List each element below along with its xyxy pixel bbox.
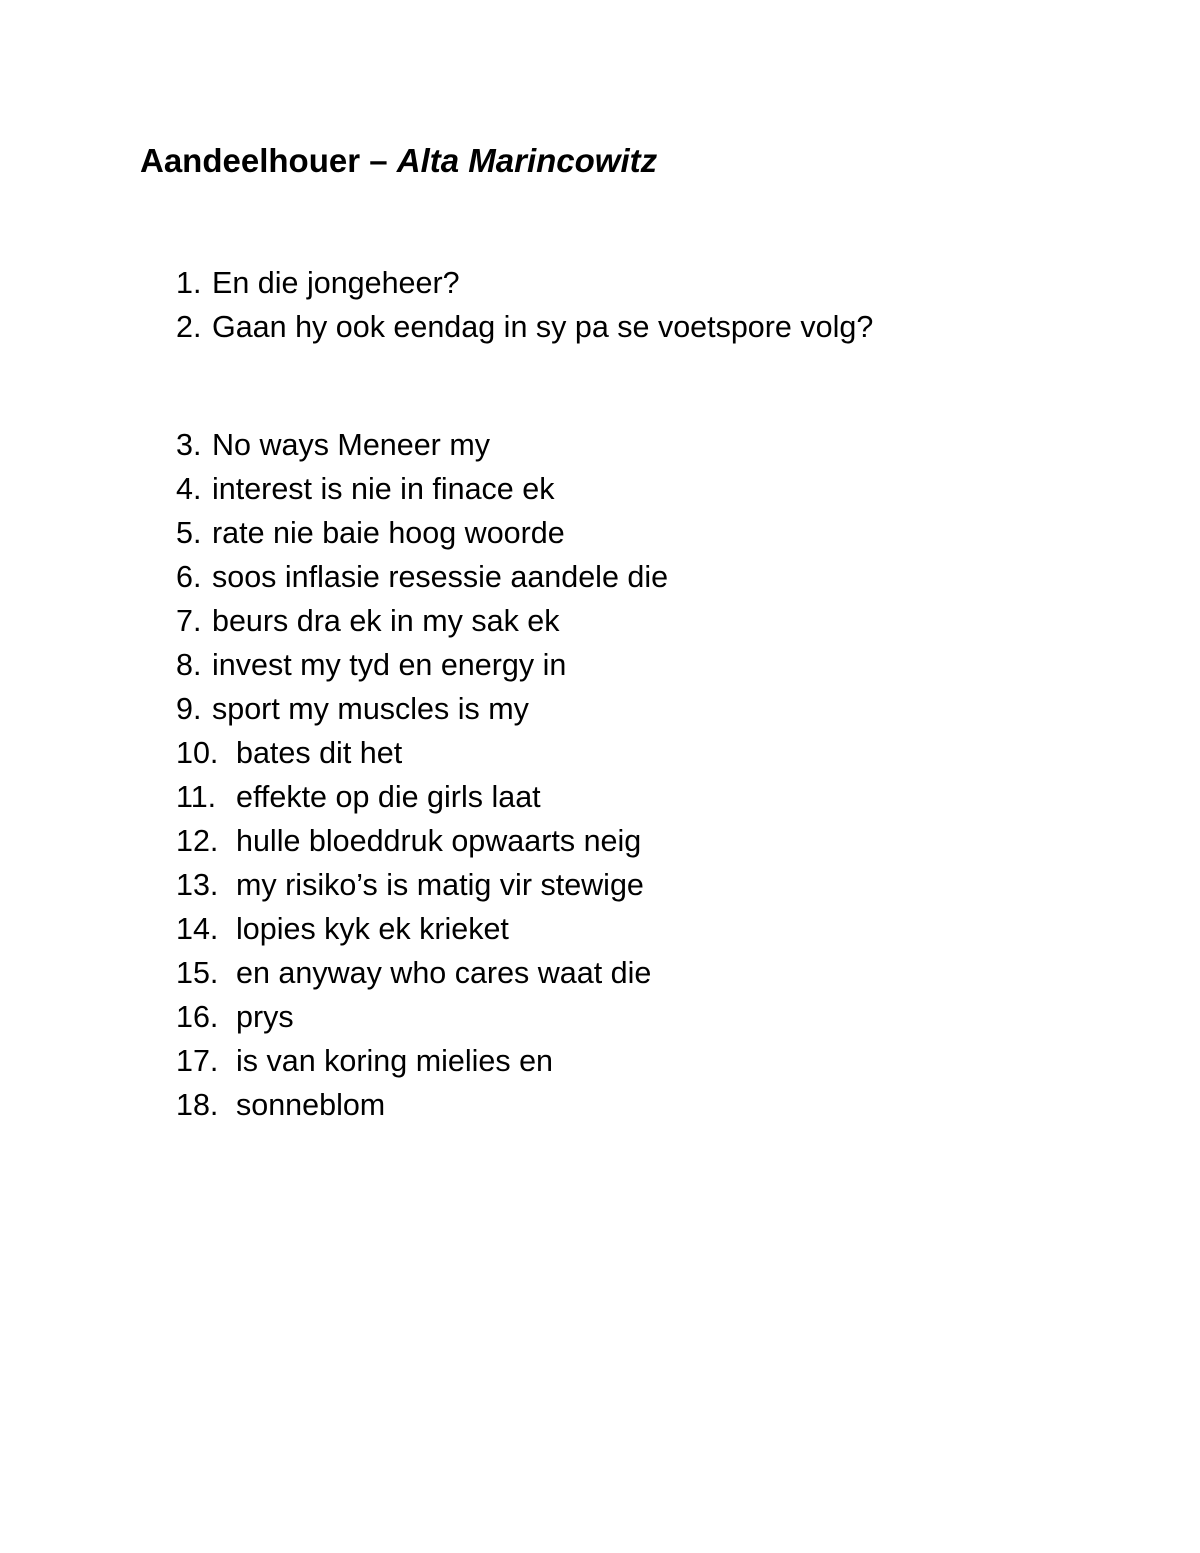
item-text: lopies kyk ek krieket: [236, 912, 509, 946]
title-text: Aandeelhouer –: [140, 142, 388, 179]
item-text: Gaan hy ook eendag in sy pa se voetspore volg?: [212, 310, 874, 344]
item-text: invest my tyd en energy in: [212, 648, 567, 682]
item-text: en anyway who cares waat die: [236, 956, 652, 990]
item-number: 8.: [176, 648, 202, 682]
item-number: 2.: [176, 310, 202, 344]
item-text: interest is nie in finace ek: [212, 472, 555, 506]
item-text: rate nie baie hoog woorde: [212, 516, 565, 550]
item-number: 3.: [176, 428, 202, 462]
item-text: En die jongeheer?: [212, 266, 460, 300]
item-number: 17.: [176, 1044, 219, 1078]
item-text: bates dit het: [236, 736, 403, 770]
document-title: [140, 141, 657, 181]
item-number: 12.: [176, 824, 219, 858]
item-number: 10.: [176, 736, 219, 770]
item-text: effekte op die girls laat: [236, 780, 541, 814]
item-number: 14.: [176, 912, 219, 946]
item-number: 13.: [176, 868, 219, 902]
item-number: 18.: [176, 1088, 219, 1122]
item-text: is van koring mielies en: [236, 1044, 554, 1078]
item-number: 1.: [176, 266, 202, 300]
item-number: 11.: [176, 780, 217, 814]
author-name: Alta Marincowitz: [396, 142, 658, 179]
item-text: hulle bloeddruk opwaarts neig: [236, 824, 642, 858]
item-text: prys: [236, 1000, 294, 1034]
item-number: 16.: [176, 1000, 219, 1034]
item-text: sport my muscles is my: [212, 692, 529, 726]
item-number: 15.: [176, 956, 219, 990]
item-text: beurs dra ek in my sak ek: [212, 604, 560, 638]
item-text: No ways Meneer my: [212, 428, 490, 462]
item-text: soos inflasie resessie aandele die: [212, 560, 669, 594]
item-number: 6.: [176, 560, 202, 594]
item-number: 9.: [176, 692, 202, 726]
item-number: 4.: [176, 472, 202, 506]
item-number: 5.: [176, 516, 202, 550]
item-text: my risiko’s is matig vir stewige: [236, 868, 644, 902]
item-text: sonneblom: [236, 1088, 386, 1122]
item-number: 7.: [176, 604, 202, 638]
